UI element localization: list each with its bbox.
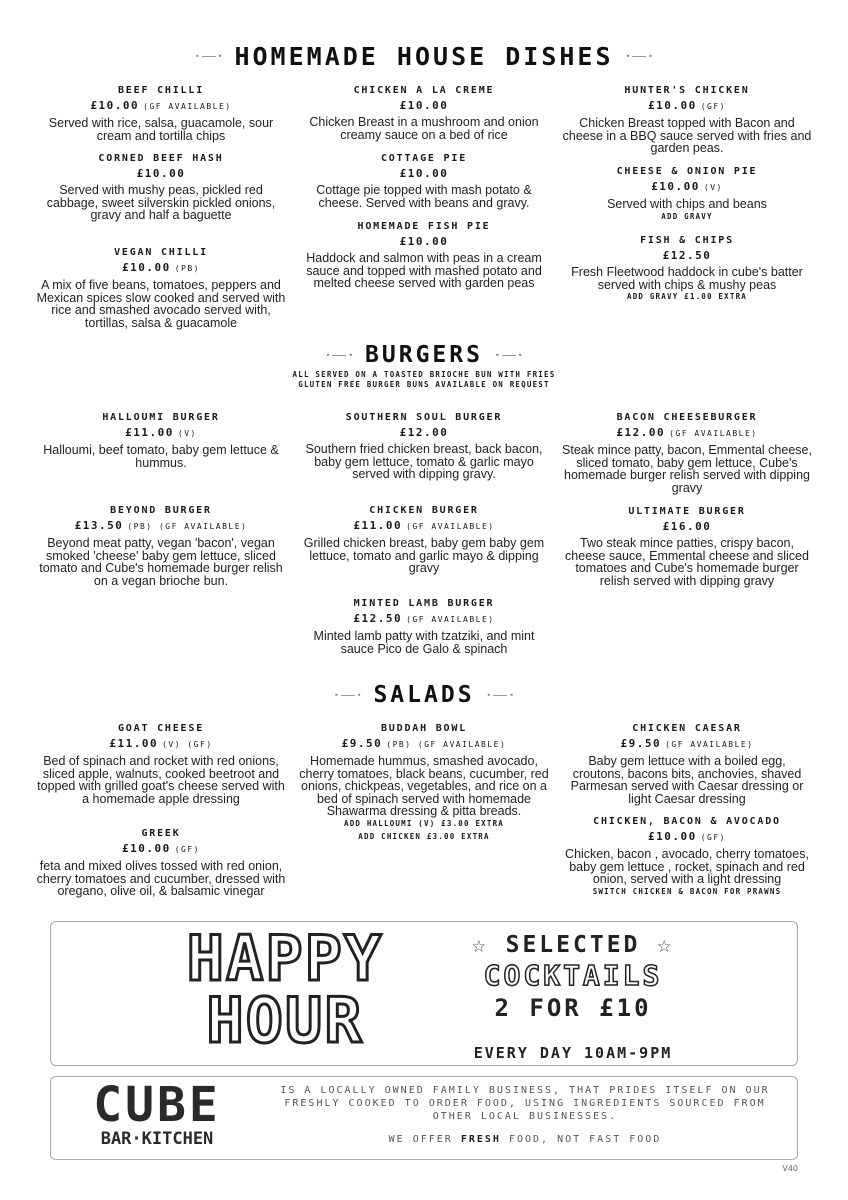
item-name: SOUTHERN SOUL BURGER	[345, 412, 503, 423]
menu-item	[36, 84, 286, 142]
item-description: Served with mushy peas, pickled red cabbage, sweet silverskin pickled onions, gravy and half a baguette	[46, 183, 276, 223]
item-name: CHICKEN A LA CREME	[353, 85, 495, 96]
menu-item	[562, 165, 812, 222]
cube-logo	[84, 1077, 230, 1149]
item-name: BUDDAH BOWL	[380, 723, 468, 734]
item-name: VEGAN CHILLI	[114, 247, 208, 258]
menu-item	[36, 246, 286, 329]
happy-cocktails-label: COCKTAILS	[483, 959, 663, 992]
happy-schedule: EVERY DAY 10AM-9PM	[473, 1044, 673, 1062]
menu-item	[299, 220, 549, 290]
item-name: BACON CHEESEBURGER	[616, 412, 758, 423]
item-price: £12.00 (GF AVAILABLE)	[616, 426, 758, 439]
menu-item	[36, 152, 286, 222]
logo-main: CUBE	[93, 1077, 221, 1133]
item-description: Served with rice, salsa, guacamole, sour cream and tortilla chips	[48, 116, 274, 143]
item-name: HUNTER'S CHICKEN	[624, 85, 750, 96]
menu-item	[562, 505, 812, 587]
divider-ornament-left: • •	[325, 350, 354, 360]
item-price: £11.00 (GF AVAILABLE)	[353, 519, 495, 532]
item-price: £10.00 (GF)	[647, 830, 726, 843]
item-name: COTTAGE PIE	[380, 153, 468, 164]
item-name: CHEESE & ONION PIE	[616, 166, 758, 177]
menu-item	[562, 84, 812, 155]
logo-sub: BAR·KITCHEN	[100, 1129, 214, 1149]
item-price: £12.50	[662, 249, 712, 262]
menu-item	[299, 411, 549, 481]
happy-hour-offer	[458, 930, 688, 1062]
menu-item	[36, 827, 286, 898]
item-description: Chicken, bacon , avocado, cherry tomatoes, baby gem lettuce , rocket, spinach and red onion, served with a light dressing	[565, 847, 809, 887]
divider-ornament-right: • •	[625, 52, 653, 61]
divider-ornament-right: • •	[486, 690, 514, 700]
item-name: CHICKEN BURGER	[369, 505, 479, 516]
star-icon: ☆	[471, 932, 489, 958]
menu-item	[299, 84, 549, 141]
item-extra-note: ADD GRAVY £1.00 EXTRA	[626, 292, 748, 302]
item-name: MINTED LAMB BURGER	[353, 598, 495, 609]
item-price: £10.00	[399, 235, 449, 248]
item-name: CHICKEN CAESAR	[632, 723, 742, 734]
item-price: £10.00 (PB)	[121, 261, 200, 274]
item-description: Minted lamb patty with tzatziki, and mint sauce Pico de Galo & spinach	[313, 629, 535, 656]
menu-item	[562, 722, 812, 805]
item-price: £10.00 (GF AVAILABLE)	[90, 99, 232, 112]
star-icon: ☆	[657, 932, 675, 958]
item-price: £10.00	[399, 99, 449, 112]
item-description: Halloumi, beef tomato, baby gem lettuce & hummus.	[43, 443, 279, 470]
item-price: £10.00 (V)	[651, 180, 723, 193]
house-section-title: HOMEMADE HOUSE DISHES	[234, 42, 614, 71]
salads-section-header	[0, 682, 848, 708]
item-description: Fresh Fleetwood haddock in cube's batter served with chips & mushy peas	[571, 265, 803, 292]
item-price: £11.00 (V)	[125, 426, 197, 439]
item-name: BEEF CHILLI	[117, 85, 205, 96]
happy-deal: 2 FOR £10	[494, 994, 652, 1022]
item-name: HOMEMADE FISH PIE	[357, 221, 491, 232]
menu-item	[562, 815, 812, 897]
happy-selected-label: SELECTED	[505, 932, 641, 958]
item-price: £9.50 (PB) (GF AVAILABLE)	[341, 737, 507, 750]
item-name: CHICKEN, BACON & AVOCADO	[593, 816, 781, 827]
burgers-section-header	[0, 342, 848, 368]
menu-item	[562, 411, 812, 494]
item-description: feta and mixed olives tossed with red onion, cherry tomatoes and cucumber, dressed with oregano, olive oil, & balsamic vinegar	[36, 859, 286, 899]
item-description: Steak mince patty, bacon, Emmental cheese, sliced tomato, baby gem lettuce, Cube's homemade burger relish served with dipping gravy	[562, 443, 812, 495]
item-description: Chicken Breast in a mushroom and onion creamy sauce on a bed of rice	[309, 115, 539, 142]
item-extra-note: ADD HALLOUMI (V) £3.00 EXTRA	[343, 818, 505, 828]
item-description: Beyond meat patty, vegan 'bacon', vegan smoked 'cheese' baby gem lettuce, sliced tomato and Cube's homemade burger relish on a vegan brioche bun.	[39, 536, 283, 588]
item-name: CORNED BEEF HASH	[98, 153, 224, 164]
item-extra-note: ADD CHICKEN £3.00 EXTRA	[358, 831, 490, 841]
item-description: Homemade hummus, smashed avocado, cherry tomatoes, black beans, cucumber, red onions, chickpeas, vegetables, and rice on a bed of spinach served with homemade Shawarma dressing & pitta breads.	[299, 754, 549, 819]
tagline: WE OFFER FRESH FOOD, NOT FAST FOOD	[388, 1134, 662, 1145]
about-text-block	[280, 1084, 770, 1146]
divider-ornament-left: • •	[334, 690, 362, 700]
item-price: £11.00 (V) (GF)	[109, 737, 213, 750]
item-description: Baby gem lettuce with a boiled egg, croutons, bacons bits, anchovies, shaved Parmesan served with Caesar dressing or light Caesar dressing	[570, 754, 804, 806]
menu-item	[299, 152, 549, 209]
burgers-note: ALL SERVED ON A TOASTED BRIOCHE BUN WITH FRIES GLUTEN FREE BURGER BUNS AVAILABLE ON REQUEST	[292, 370, 556, 389]
item-name: GREEK	[141, 828, 181, 839]
item-description: Grilled chicken breast, baby gem baby gem lettuce, tomato and garlic mayo & dipping gravy	[303, 536, 545, 576]
item-price: £13.50 (PB) (GF AVAILABLE)	[74, 519, 248, 532]
item-description: Chicken Breast topped with Bacon and cheese in a BBQ sauce served with fries and garden peas.	[562, 116, 812, 156]
item-description: Haddock and salmon with peas in a cream sauce and topped with mashed potato and melted cheese served with garden peas	[306, 251, 542, 291]
divider-ornament-right: • •	[494, 350, 523, 360]
item-extra-note: ADD GRAVY	[661, 211, 713, 221]
item-name: GOAT CHEESE	[117, 723, 205, 734]
burgers-section-title: BURGERS	[365, 342, 483, 368]
menu-item	[36, 504, 286, 587]
item-description: Served with chips and beans	[607, 197, 767, 211]
house-section-header	[0, 42, 848, 71]
menu-item	[36, 411, 286, 469]
menu-item	[299, 597, 549, 655]
menu-item	[299, 504, 549, 575]
item-price: £10.00	[136, 167, 186, 180]
item-description: Bed of spinach and rocket with red onions, sliced apple, walnuts, cooked beetroot and topped with grilled goat's cheese served with a homemade apple dressing	[37, 754, 285, 806]
item-name: BEYOND BURGER	[110, 505, 212, 516]
item-name: ULTIMATE BURGER	[628, 506, 746, 517]
menu-item	[299, 722, 549, 842]
item-description: Two steak mince patties, crispy bacon, cheese sauce, Emmental cheese and sliced tomatoes and Cube's homemade burger relish served with dipping gravy	[565, 536, 809, 588]
item-extra-note: SWITCH CHICKEN & BACON FOR PRAWNS	[592, 886, 782, 896]
menu-item	[562, 234, 812, 302]
about-text: IS A LOCALLY OWNED FAMILY BUSINESS, THAT PRIDES ITSELF ON OUR FRESHLY COOKED TO ORDER FOOD, USING INGREDIENTS SOURCED FROM OTHER LOCAL BUSINESSES.	[280, 1085, 770, 1122]
item-name: HALLOUMI BURGER	[102, 412, 220, 423]
item-price: £12.00	[399, 426, 449, 439]
item-price: £16.00	[662, 520, 712, 533]
item-price: £10.00 (GF)	[121, 842, 200, 855]
item-description: A mix of five beans, tomatoes, peppers and Mexican spices slow cooked and served with rice and smashed avocado served with, tortillas, salsa & guacamole	[36, 278, 286, 330]
item-description: Cottage pie topped with mash potato & cheese. Served with beans and gravy.	[316, 183, 532, 210]
item-description: Southern fried chicken breast, back bacon, baby gem lettuce, tomato & garlic mayo served with dipping gravy.	[305, 442, 543, 482]
version-label: V40	[782, 1164, 798, 1173]
item-price: £12.50 (GF AVAILABLE)	[353, 612, 495, 625]
menu-item	[36, 722, 286, 805]
salads-section-title: SALADS	[373, 682, 475, 708]
item-price: £10.00 (GF)	[647, 99, 726, 112]
divider-ornament-left: • •	[195, 52, 223, 61]
item-price: £9.50 (GF AVAILABLE)	[620, 737, 754, 750]
item-name: FISH & CHIPS	[640, 235, 734, 246]
item-price: £10.00	[399, 167, 449, 180]
happy-hour-title: HAPPY HOUR	[186, 922, 384, 1057]
